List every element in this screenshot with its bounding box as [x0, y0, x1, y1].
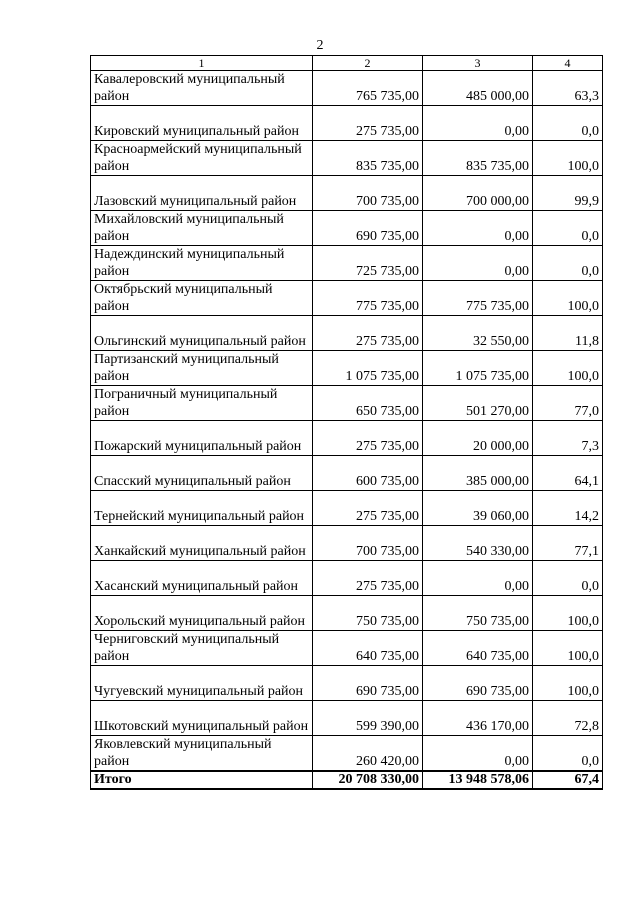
table-row [91, 351, 603, 386]
actual-amount: 0,00 [423, 561, 533, 596]
percent-value: 0,0 [533, 106, 603, 141]
header-row [91, 56, 603, 71]
actual-amount: 640 735,00 [423, 631, 533, 666]
planned-amount: 599 390,00 [313, 701, 423, 736]
actual-amount: 835 735,00 [423, 141, 533, 176]
table-row [91, 421, 603, 456]
actual-amount: 385 000,00 [423, 456, 533, 491]
percent-value: 100,0 [533, 596, 603, 631]
page-number: 2 [316, 38, 324, 53]
district-name: Красноармейский муниципальный район [91, 141, 313, 176]
planned-amount: 1 075 735,00 [313, 351, 423, 386]
table-row [91, 561, 603, 596]
table-row [91, 281, 603, 316]
column-header-2: 2 [313, 56, 423, 71]
planned-amount: 750 735,00 [313, 596, 423, 631]
column-header-4: 4 [533, 56, 603, 71]
district-name: Партизанский муниципальный район [91, 351, 313, 386]
table-row [91, 386, 603, 421]
table-row [91, 456, 603, 491]
actual-amount: 0,00 [423, 246, 533, 281]
percent-value: 64,1 [533, 456, 603, 491]
actual-amount: 690 735,00 [423, 666, 533, 701]
district-name: Лазовский муниципальный район [91, 176, 313, 211]
actual-amount: 775 735,00 [423, 281, 533, 316]
planned-amount: 275 735,00 [313, 106, 423, 141]
district-name: Кавалеровский муниципальный район [91, 71, 313, 106]
actual-amount: 0,00 [423, 106, 533, 141]
percent-value: 100,0 [533, 141, 603, 176]
table-body [91, 71, 603, 772]
percent-value: 0,0 [533, 246, 603, 281]
actual-amount: 20 000,00 [423, 421, 533, 456]
table-row [91, 316, 603, 351]
actual-amount: 485 000,00 [423, 71, 533, 106]
planned-amount: 275 735,00 [313, 561, 423, 596]
table-row [91, 176, 603, 211]
total-percent: 67,4 [533, 771, 603, 789]
table-row [91, 71, 603, 106]
district-name: Яковлевский муниципальный район [91, 736, 313, 772]
district-name: Чугуевский муниципальный район [91, 666, 313, 701]
planned-amount: 275 735,00 [313, 316, 423, 351]
district-name: Октябрьский муниципальный район [91, 281, 313, 316]
planned-amount: 690 735,00 [313, 666, 423, 701]
district-name: Хорольский муниципальный район [91, 596, 313, 631]
district-name: Надеждинский муниципальный район [91, 246, 313, 281]
percent-value: 7,3 [533, 421, 603, 456]
column-header-3: 3 [423, 56, 533, 71]
table-row [91, 491, 603, 526]
actual-amount: 700 000,00 [423, 176, 533, 211]
actual-amount: 0,00 [423, 736, 533, 772]
actual-amount: 0,00 [423, 211, 533, 246]
planned-amount: 275 735,00 [313, 421, 423, 456]
district-name: Михайловский муниципальный район [91, 211, 313, 246]
planned-amount: 600 735,00 [313, 456, 423, 491]
table-row [91, 736, 603, 772]
table-row [91, 141, 603, 176]
percent-value: 100,0 [533, 281, 603, 316]
planned-amount: 700 735,00 [313, 526, 423, 561]
district-name: Хасанский муниципальный район [91, 561, 313, 596]
district-name: Кировский муниципальный район [91, 106, 313, 141]
percent-value: 72,8 [533, 701, 603, 736]
planned-amount: 650 735,00 [313, 386, 423, 421]
table-row [91, 211, 603, 246]
district-name: Пограничный муниципальный район [91, 386, 313, 421]
total-row [91, 771, 603, 789]
planned-amount: 275 735,00 [313, 491, 423, 526]
district-name: Шкотовский муниципальный район [91, 701, 313, 736]
percent-value: 11,8 [533, 316, 603, 351]
percent-value: 100,0 [533, 666, 603, 701]
report-table [90, 55, 603, 790]
planned-amount: 260 420,00 [313, 736, 423, 772]
planned-amount: 775 735,00 [313, 281, 423, 316]
planned-amount: 640 735,00 [313, 631, 423, 666]
planned-amount: 690 735,00 [313, 211, 423, 246]
total-label: Итого [91, 771, 313, 789]
actual-amount: 32 550,00 [423, 316, 533, 351]
planned-amount: 765 735,00 [313, 71, 423, 106]
district-name: Ханкайский муниципальный район [91, 526, 313, 561]
district-name: Ольгинский муниципальный район [91, 316, 313, 351]
actual-amount: 436 170,00 [423, 701, 533, 736]
planned-amount: 725 735,00 [313, 246, 423, 281]
table-row [91, 631, 603, 666]
total-actual: 13 948 578,06 [423, 771, 533, 789]
actual-amount: 1 075 735,00 [423, 351, 533, 386]
table-row [91, 106, 603, 141]
planned-amount: 700 735,00 [313, 176, 423, 211]
percent-value: 63,3 [533, 71, 603, 106]
actual-amount: 501 270,00 [423, 386, 533, 421]
table-row [91, 701, 603, 736]
percent-value: 100,0 [533, 351, 603, 386]
percent-value: 0,0 [533, 736, 603, 772]
table-row [91, 666, 603, 701]
percent-value: 99,9 [533, 176, 603, 211]
table-row [91, 246, 603, 281]
percent-value: 0,0 [533, 211, 603, 246]
district-name: Черниговский муниципальный район [91, 631, 313, 666]
district-name: Пожарский муниципальный район [91, 421, 313, 456]
planned-amount: 835 735,00 [313, 141, 423, 176]
actual-amount: 540 330,00 [423, 526, 533, 561]
table-row [91, 596, 603, 631]
percent-value: 0,0 [533, 561, 603, 596]
actual-amount: 39 060,00 [423, 491, 533, 526]
actual-amount: 750 735,00 [423, 596, 533, 631]
table-row [91, 526, 603, 561]
percent-value: 77,1 [533, 526, 603, 561]
percent-value: 14,2 [533, 491, 603, 526]
district-name: Спасский муниципальный район [91, 456, 313, 491]
district-name: Тернейский муниципальный район [91, 491, 313, 526]
percent-value: 77,0 [533, 386, 603, 421]
percent-value: 100,0 [533, 631, 603, 666]
column-header-1: 1 [91, 56, 313, 71]
total-planned: 20 708 330,00 [313, 771, 423, 789]
